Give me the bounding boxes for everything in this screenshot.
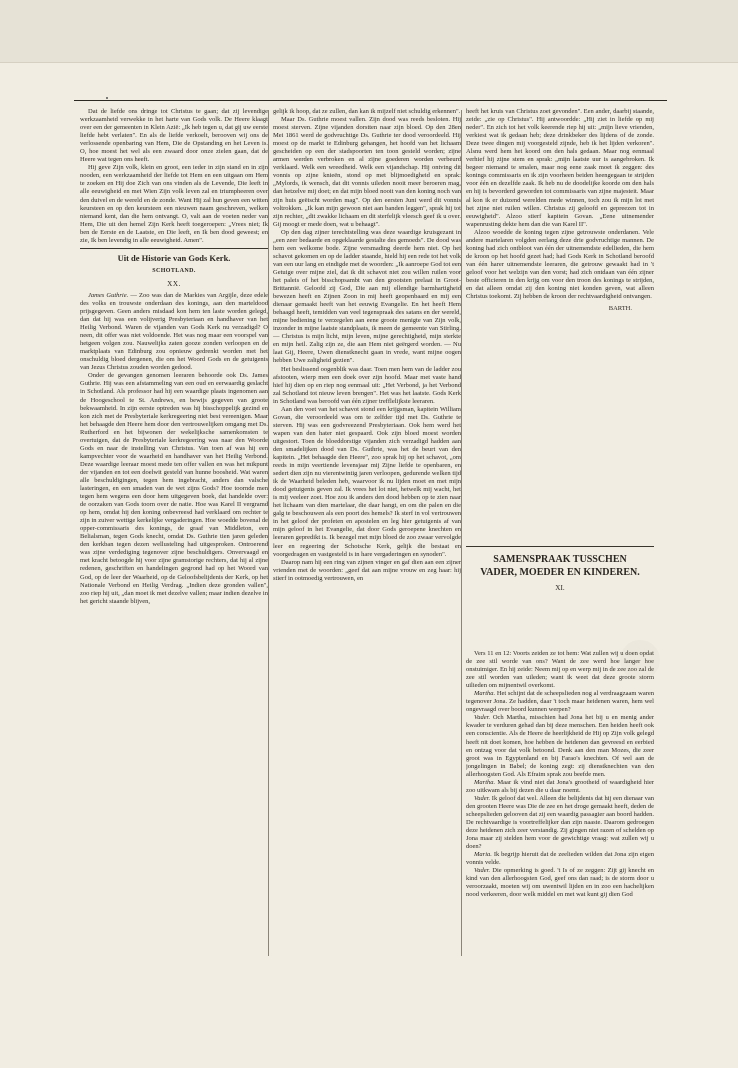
column-3 — [466, 108, 654, 544]
column-separator-2 — [461, 110, 462, 956]
paragraph: Onder de gevangen genomen leeraren behoorde ook Ds. James Guthrie. Hij was een afstammeling van een oud en eerwaardig geslacht in Schotland. Als professor had hij een waardige plaats ingenomen aan de Hoogeschool te St. Andrews, en bewijs gegeven van groote bekwaamheid. In zijn eerste optreden was hij bisschoppelijk gezind en kon zich met de Presbyteriale kerkregeering niet best vereenigen. Maar het behaagde den Heere hem door den vertrouwelijken omgang met Ds. Rutherford en het bijwonen der wekelijksche samenkomsten te overtuigen, dat de Presbyteriale kerkregeering was naar den Woorde Gods en naar de instelling van Christus. Van toen af was hij een kampvechter voor de waarheid en handhaver van het Heilig Verbond. Deze waardige leeraar moest mede ten offer vallen en was het mikpunt der vijanden en tot een doelwit gesteld van hunne boosheid. Wat waren alle beschuldigingen, tegen hem ingebracht, anders dan valsche lasteringen, en een smaden van de wet zijns Gods? Hoe toornde men tegen hem wegens een door hem uitgegeven boek, dat handelde over: de oorzaken van Gods toorn over de natie. Hoe was Karel II vergramd op hem, omdat hij den koning onbevreesd had verklaard om rechter te zijn in zuiver wettige kerkelijke vergaderingen. Hoe woedde bovenal de opper-commissaris des konings, de graaf van Middleton, een Belialsman, tegen Gods knecht, omdat Ds. Guthrie tien jaren geleden den kerkban tegen dezen wellusteling had uitgesproken. Ontroerend was zijne verdediging tegenover zijne beschuldigers. Onvervaagd en met kracht betoogde hij voor zijne gramstorige rechters, dat hij al zijne redenen, geschriften en handelingen gegrond had op het Woord van God, op de leer der Waarheid, op de Geloofsbelijdenis der Kerk, op het Nationale Verbond en Heilig Verdrag. „Indien deze gronden vallen", zoo riep hij uit, „dan moet ik met dezelve vallen; maar indien dezelve in het gericht staande blijven, — [80, 372, 268, 605]
paragraph: Alzoo woedde de koning tegen zijne getrouwste onderdanen. Vele andere martelaren volgden eerlang deze drie godvruchtige mannen. De koning had zich ontbloot van één der uitnemendste edellieden, die hem de kroon op het hoofd gezet had; had Gods Kerk in Schotland beroofd van één harer uitnemendste leeraren, die getrouw gewaakt had in 't geloof voor het welzijn van den vorst; had zich ontdaan van één zijner beste officieren in den krijg om voor den troon des konings te strijden, en dat alleen omdat zij den koning niet konden geven, wat alleen Christus toekomt. Zij hebben de kroon der rechtvaardigheid ontvangen. — [466, 228, 654, 301]
speaker-name: Vader. — [474, 714, 491, 722]
speaker-name: Vader. — [474, 867, 491, 875]
paragraph: Martha. Maar ik vind niet dat Jona's grootheid of waardigheid hier zoo uitkwam als bij dezen die u daar noemt. — [466, 778, 654, 794]
dialogue-title-line-1: SAMENSPRAAK TUSSCHEN — [493, 554, 627, 565]
column-2 — [273, 108, 461, 950]
paragraph: Het beslissend oogenblik was daar. Toen men hem van de ladder zou afstooten, wierp men een doek over zijn hoofd. Maar met vaste hand hief hij dien op en riep nog eenmaal uit: „Het Verbond, ja het Verbond zal Schotland tot nieuw leven brengen". Het was het laatste. Gods Kerk in Schotland was beroofd van één zijner trefflelijkste leeraren. — [273, 365, 461, 405]
paragraph: Vader. Ik geloof dat wel. Alleen die belijdenis dat hij een dienaar van den grooten Heere was Die de zee en het droge gemaakt heeft, deden de scheepslieden gelooven dat zij een waardig passagier aan boord hadden. De rechtvaardige is voortreffelijker dan zijn naaste. Daarom gedroegen deze heidenen zich zeer verstandig. Zij gingen niet razen of schelden op Jona maar zij stelden hem voor de gewichtige vraag: wat zullen wij u doen? — [466, 794, 654, 851]
paragraph: Martha. Het schijnt dat de scheepslieden nog al verdraagzaam waren tegenover Jona. Ze hadden, daar 't toch maar heidenen waren, hem wel ongevraagd over boord kunnen werpen? — [466, 690, 654, 714]
paragraph: Vader. Och Martha, misschien had Jona het bij u en menig ander kwader te verduren gehad dan bij deze menschen. Een heiden heeft ook een conscientie. Als de Heere de heerlijkheid de Hij op Zijn volk gelegd heeft nit doet komen, hoe hebben de heidenen dan gevreesd en eerbied en ontzag voor dat volk betoond. Denk aan den man Mozes, die zeer groot was in Egyptenland en bij Farao's knechten. Of wel aan de jongelingen in Babel; de koning zegt: zij dienstknechten van den allerhoogsten God. Als Efraim sprak zou beefde men. — [466, 714, 654, 778]
column-separator-1 — [268, 110, 269, 956]
speaker-name: Martha. — [474, 690, 496, 698]
speaker-name: Maria. — [474, 851, 492, 859]
dialogue-rule-top — [466, 546, 654, 547]
section-subtitle: SCHOTLAND. — [152, 267, 196, 274]
paragraph: Dat de liefde ons dringe tot Christus te gaan; dat zij levendige werkzaamheid verwekke in het harte van Gods volk. De Heere klaagt over een der gemeenten in Klein Azië: „Ik heb tegen u, dat gij uw eerste liefde hebt verlaten". En als de liefde verkoelt, berooven wij ons de verlossende openbaring van Hem, Die de Opstanding en het Leven is. O, hoe moest het wel als een zwaard door onze zielen gaan, dat de Heere wat tegen ons heeft. — [80, 108, 268, 164]
section-title: Uit de Historie van Gods Kerk. — [117, 252, 231, 263]
paragraph: Maar Ds. Guthrie moest vallen. Zijn dood was reeds besloten. Hij moest sterven. Zijne vijanden dorstten naar zijn bloed. Op den 28en Mei 1861 werd de godvruchtige Ds. Guthrie ter dood veroordeeld. Hij moest op de markt te Edinburg gehangen, het hoofd van het lichaam gescheiden op een der stadspoorten ten toon gesteld worden; zijne armen werden verbroken en al zijne goederen worden verbeurd verklaard. Welk een wreedheid. Welk een vijandschap. Hij ontving dit vonnis op zijne knieën, stond op met blijmoedigheid en sprak: „Mylords, ik wensch, dat dit vonnis uileden nooit meer beroeren mag, dan hetzelve mij doet; en dat mijn bloed nooit van den koning noch van zijn huis geëischt worden mag". Op den eersten Juni werd dit vonnis voltrokken. „Ik kan mijn gewoon niet aan banden leggen", sprak hij tot zijn rechter, „dit zwakke lichaam en dit sterfelijk vleesch geef ik u over. Gij moogt er mede doen, wat u behaagt". — [273, 116, 461, 228]
dialogue-number: XI. — [555, 584, 565, 592]
paper-fold-strip — [0, 0, 738, 63]
signature: BARTH. — [608, 305, 632, 313]
section-number: XX. — [167, 279, 181, 288]
column-1 — [80, 108, 268, 956]
paragraph: Daarop nam hij een ring van zijnen vinger en gaf dien aan een zijner vrienden met de woorden: „geef dat aan mijne vrouw en zeg haar: hij stierf in ootmoedig vertrouwen, en — [273, 558, 461, 582]
dialogue-title-line-2: VADER, MOEDER EN KINDEREN. — [480, 566, 640, 578]
dialogue-body — [466, 650, 654, 950]
section-rule — [80, 248, 268, 249]
paragraph: Aan den voet van het schavot stond een krijgsman, kapitein William Govan, die veroordeeld was om te zelfder tijd met Ds. Guthrie te sterven. Hij was een godvreezend Presbyteriaan. Ook hem werd het wapen van den hater niet gespaard. Ook zijn bloed moest worden uitgestort. Toen de bloeddorstige vijanden zich verzadigd hadden aan den smadelijken dood van Ds. Guthrie, was het de beurt van den kapitein. „Het behaagde den Heere", zoo sprak hij op het schavot, „om reeds in mijn veertiende levensjaar mij Zijne liefde te openbaren, en sedert dien zijn nu vierentwintig jaren verloopen, gedurende welken tijd ik de Waarheid beleden heb, waarvoor ik nu lijden moet en met mijn dood getuigenis geven zal. Ik vrees het lot niet, hetwelk mij wacht, het is mij veeleer zoet. Hoe zou ik anders den dood hebben op te zien naar het lichaam van dien martelaar, die daar hangt, en om die palen en die galg te beschouwen als een poort des hemels? Ik sterf in vol vertrouwen in het geloof der profeten en apostelen en leg hier getuigenis af van mijn geloof in het Evangelie, dat door Gods geroepene knechten en leeraren gepredikt is. Ik bezegel met mijn bloed de zoo zwaar vervolgde leer en regeering der Schotsche Kerk, gelijk die bestaat en voorgedragen en vastgesteld is in hare vergaderingen en synoden". — [273, 405, 461, 558]
dialogue-title — [466, 554, 654, 579]
paragraph: Vader. Die opmerking is goed. 't Is of ze zeggen: Zijt gij knecht en kind van den allerhoogsten God, geef ons dan raad; is de storm door u veroorzaakt, moeten wij om uwentwil lijden en in zoo een hachelijken nood verkeeren, door welk middel en met wat kunt gij dien God — [466, 867, 654, 899]
paragraph: Vers 11 en 12: Voorts zeiden ze tot hem: Wat zullen wij u doen opdat de zee stil worde van ons? Want de zee werd hoe langer hoe onstuimiger. En hij zeide: Neem mij op en werp mij in de zee zoo zal de zee stil worden van uileden; want ik weet dat deze groote storm uilieden om mijnentwil overkomt. — [466, 650, 654, 690]
paragraph — [80, 292, 268, 372]
top-rule — [74, 100, 667, 101]
paper-stain — [620, 640, 660, 680]
opening-name: James Guthrie. — [88, 291, 129, 299]
paragraph-text: — Zoo was dan de Markies van Argijle, deze edele des volks en trouwste onderdaan des konings, aan den marteldood prijsgegeven. Geen anders misdaad kon hem ten laste worden gelegd, dan dat hij was een volijverig Presbyteriaan en handhaver van het Heilig Verbond. Waren de vijanden van Gods Kerk nu verzadigd? O neen, dit offer was niet voldoende. Het was nog maar een voorspel van hetgeen volgen zou. Nauwelijks zaten gooze zonden verloopen en de marktplaats van Edinburg zou opnieuw gedrenkt worden met het onschuldig bloed dergenen, die om het Woord Gods en de getuigenis van Jezus Christus zouden worden gedood. — [80, 291, 268, 372]
paragraph: gelijk ik hoop, dat ze zullen, dan kan ik mijzelf niet schuldig erkennen". — [273, 108, 461, 115]
speaker-name: Vader. — [474, 794, 491, 802]
speaker-name: Martha. — [474, 778, 496, 786]
paragraph: heeft het kruis van Christus zoet gevonden". Een ander, daarbij staande, zeide: „zie op Christus". Hij antwoordde: „Hij ziet in liefde op mij neder". En zich tot het volk keerende riep hij uit: „mijn lieve vrienden, verkiest wat ik gedaan heb; deze drinkbeker des lijdens of de zonde. Deze twee dingen mij voorgesteld zijnde, heb ik het lijden verkoren". Alsnu werd hem het koord om den hals gedaan. Maar nog eenmaal verhief hij zijne stem en sprak: „mijn laatste uur is aangebroken. Ik begeer niemand te smalen, maar nog eene zaak moet ik zeggen: des konings commissaris en ik zijn voorheen beiden heengegaan te strijden voor één en dezelfde zaak. Ik heb nu de doodelijke koorde om den hals en hij is bevorderd geworden tot commissaris van zijne majesteit. Maar al kon ik er duizend werelden mede winnen, toch zou ik mijn lot met het zijne niet ruilen willen. Christus zij geloofd en gepreezen tot in eeuwigheid". Alzoo stierf kapitein Govan. „Eene uitnemender wapenrusting dekte hem dan die van Karel II". — [466, 108, 654, 228]
page-mark — [106, 97, 108, 99]
paragraph: Maria. Ik begrijp hieruit dat de zeelieden wilden dat Jona zijn eigen vonnis velde. — [466, 851, 654, 867]
paragraph: Hij geve Zijn volk, klein en groot, een ieder in zijn stand en in zijn nooden, een werkzaamheid der liefde tot Hem en een uitgaan om Hem te zoeken en Hij doe Zich van ons vinden als de Levende, Die leeft in alle eeuwigheid en met Wien Zijn volk leven zal en triumpheeren over den duivel en de wereld en de zonde. Want Hij zal hun geven een witten keursteen en op den keursteen een nieuwen naam geschreven, welken niemand kent, dan die hem ontvangt. O, valt aan de voeten neder van Hem, Die uit den hemel Zijn Kerk heeft toegeroepen: „Vrees niet; Ik ben de Eerste en de Laatste, en Die leeft, en Ik ben dood geweest; en zie, Ik ben levendig in alle eeuwigheid. Amen". — [80, 164, 268, 244]
paragraph: Op den dag zijner terechtstelling was deze waardige kruisgezant in „een zeer bedaarde en opgeklaarde gestalte des gemoeds". De dood was hem een welkome bode. Zijne versmading deerde hem niet. Op het schavot gekomen en op de ladder staande, hield hij een rede tot het volk van een uur lang en eindigde met de woorden: „Ik aanroepe God tot een Getuige over mijne ziel, dat ik dit schavot niet zou willen ruilen voor het paleis of het bisschopsambt van den grootsten prelaat in Groot-Brittannië. Geloofd zij God, Die aan mij ellendige barmhartigheid bewezen heeft en Zijnen Zoon in mij heeft geopenbaard en mij een dienaar gemaakt heeft van het eeuwig Evangelie. En het heeft Hem behaagd heeft, temidden van veel tegenspraak des satans en der wereld, mijne bediening te verzegelen aan eene groote menigte van Zijn volk, inzonder in mijne laatste standplaats, ik meen de gemeente van Stirling. — Christus is mijn licht, mijn leven, mijne gerechtigheid, mijn sterkte en mijn heil. Zalig zijn ze, die aan Hem niet geërgerd worden. — Nu laat Gij, Heere, Uwen dienstknecht gaan in vrede, want mijne oogen hebben Uwe zaligheid gezien". — [273, 228, 461, 365]
